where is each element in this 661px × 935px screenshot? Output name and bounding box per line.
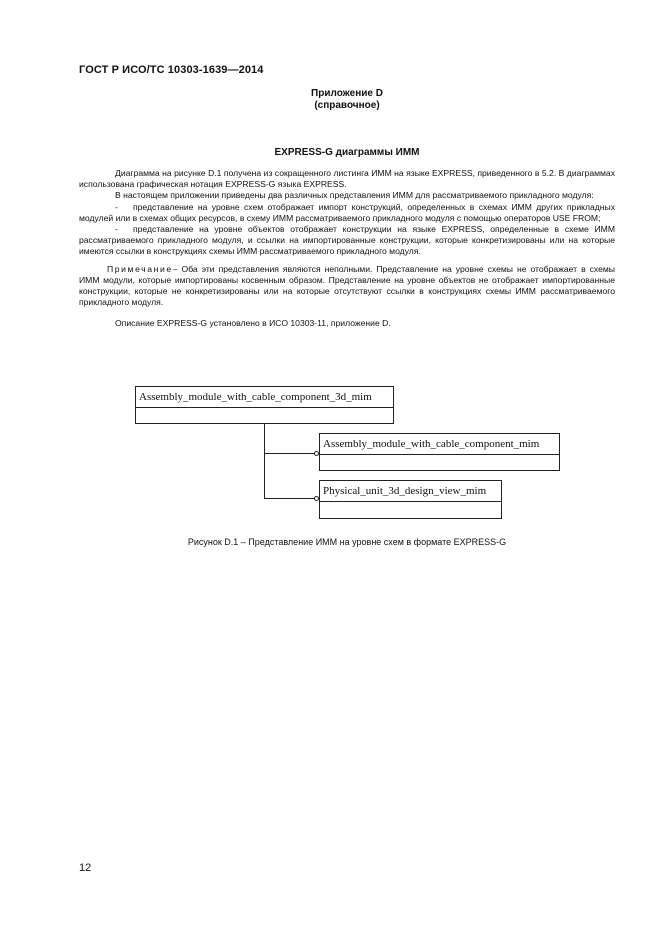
- schema-name-1: Assembly_module_with_cable_component_mim: [320, 434, 559, 455]
- note-text: – Оба эти представления являются неполными. Представление на уровне схемы не отображает в схемы ИММ модули, которые импортированы косвенным образом. Представление на уровне объектов не отображает импортированные конструкции, которые не конкретизированы или на которые отсутствуют ссылки в конструкциях схемы ИММ рассматриваемого прикладного модуля.: [79, 263, 615, 308]
- annex-heading: [0, 88, 661, 112]
- annex-subtitle: (справочное): [314, 100, 380, 111]
- connector-branch-1: [264, 453, 315, 454]
- list-dash: -: [115, 224, 118, 235]
- list-item-text: представление на уровне схем отображает импорт конструкций, определенных в схемах ИММ других прикладных модулей или в схемах общих ресурсов, в схему ИММ рассматриваемого прикладного модуля с помощью операторов USE FROM;: [79, 201, 615, 223]
- list-dash: -: [115, 201, 118, 212]
- connector-trunk: [264, 424, 265, 499]
- section-title: EXPRESS-G диаграммы ИММ: [274, 147, 420, 158]
- annex-title: Приложение D: [311, 88, 383, 99]
- figure-caption: Рисунок D.1 – Представление ИММ на уровне схем в формате EXPRESS-G: [187, 537, 507, 547]
- schema-box-main: [135, 386, 394, 424]
- schema-box-1: [319, 433, 560, 471]
- paragraph-intro: Диаграмма на рисунке D.1 получена из сокращенного листинга ИММ на языке EXPRESS, приведенного в 5.2. В диаграммах использована графическая нотация EXPRESS-G языка EXPRESS.: [79, 168, 615, 190]
- body-text: [79, 168, 615, 330]
- list-item-schema-level: [79, 202, 615, 224]
- schema-name-main: Assembly_module_with_cable_component_3d_mim: [136, 387, 393, 408]
- list-item-text: представление на уровне объектов отображает конструкции на языке EXPRESS, определенные в схеме ИММ рассматриваемого прикладного модуля, и ссылки на импортированные конструкции, которые конкретизированы или на которые имеются ссылки в конструкциях схемы ИММ рассматриваемого прикладного модуля.: [79, 224, 615, 257]
- page-number: 12: [79, 862, 92, 874]
- note-paragraph: [79, 264, 615, 309]
- schema-name-2: Physical_unit_3d_design_view_mim: [320, 481, 501, 502]
- standard-designation: ГОСТ Р ИСО/ТС 10303-1639—2014: [79, 64, 264, 76]
- paragraph-representations: В настоящем приложении приведены два различных представления ИММ для рассматриваемого прикладного модуля:: [115, 190, 594, 201]
- paragraph-description: Описание EXPRESS-G установлено в ИСО 10303-11, приложение D.: [115, 318, 391, 329]
- connector-branch-2: [264, 498, 315, 499]
- schema-box-2: [319, 480, 502, 519]
- list-item-object-level: [79, 224, 615, 258]
- note-label: Примечание: [107, 263, 173, 274]
